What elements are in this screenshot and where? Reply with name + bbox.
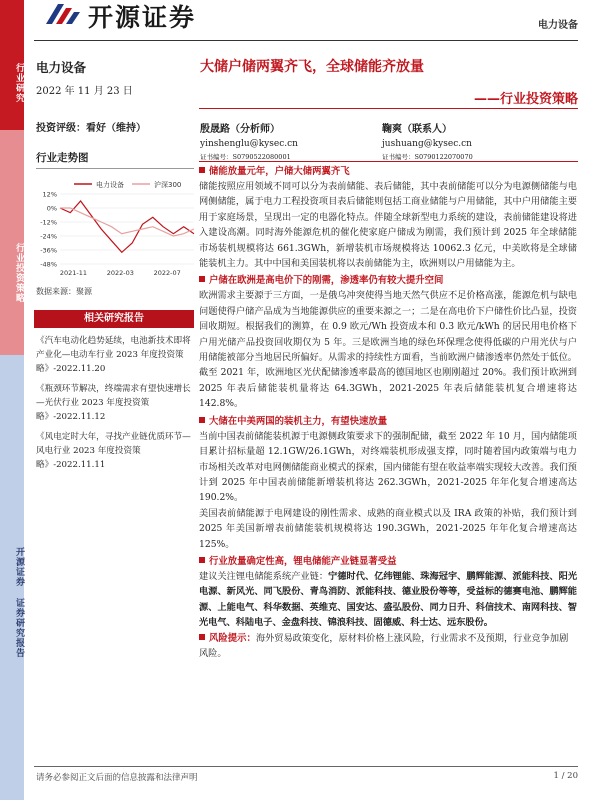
report-date: 2022 年 11 月 23 日 bbox=[36, 86, 133, 97]
section-body: 欧洲需求主要源于三方面，一是俄乌冲突使得当地天然气供应不足价格高涨，能源危机与缺电问题使得户储产品成为当地能源供应的重要来源之一；二是在高电价下户储性价比凸显，投资回收期短。根据我们的测算，在 0.9 欧元/Wh 投资成本和 0.3 欧元/kWh 的居民用电价格下户用光储产品投资回收期仅为 5 年。三是欧洲当地的绿色环保理念使得低碳的户用光伏与户用储能被部分当地居民所偏好。从需求的持续性方面看，当前欧洲户储渗透率仍然处于低位。截至 2021 年，欧洲地区光伏配储渗透率最高的德国地区也刚刚超过 20%。我们预计欧洲到 2025 年表后储能装机量将达 64.3GWh，2021-2025 年表后储能装机复合增速将达 142.8%。 bbox=[199, 290, 577, 410]
related-title-bar: 相关研究报告 bbox=[34, 310, 194, 328]
section-intro: 建议关注锂电储能系统产业链： bbox=[199, 570, 329, 582]
data-source: 数据来源：聚源 bbox=[36, 287, 92, 296]
industry-label: 电力设备 bbox=[36, 60, 87, 75]
section-body bbox=[199, 569, 577, 631]
series-line-1 bbox=[60, 201, 194, 252]
author-2-cert: 证书编号：S0790122070070 bbox=[382, 153, 473, 161]
author-rule bbox=[199, 161, 578, 162]
y-tick-label: -12% bbox=[40, 218, 57, 227]
left-sidebar bbox=[0, 0, 24, 800]
logo-mark-icon bbox=[44, 2, 84, 26]
author-2-email[interactable]: jushuang@kysec.cn bbox=[382, 139, 472, 149]
risk-text: 海外贸易政策变化，原材料价格上涨风险，行业需求不及预期，行业竞争加剧风险。 bbox=[199, 632, 569, 659]
header-rule bbox=[34, 40, 578, 41]
x-tick-label: 2022-07 bbox=[153, 269, 181, 277]
section-heading-text: 大储在中美两国的装机主力，有望快速放量 bbox=[209, 415, 388, 427]
author-2-name: 鞠爽（联系人） bbox=[382, 124, 452, 135]
y-tick-label: 12% bbox=[42, 190, 57, 199]
author-1-name: 殷晟路（分析师） bbox=[200, 124, 280, 135]
related-item[interactable]: 《汽车电动化趋势延续，电池新技术即将产业化—电动车行业 2023 年度投资策略》-2022.11.20 bbox=[36, 336, 191, 374]
author-1-email[interactable]: yinshenglu@kysec.cn bbox=[200, 139, 298, 149]
bullet-square-icon bbox=[199, 417, 205, 423]
risk-label: 风险提示： bbox=[209, 632, 256, 644]
sidebar-kysec-label: 开源证券 bbox=[14, 547, 24, 588]
main-content bbox=[199, 164, 577, 661]
title-rule bbox=[199, 108, 578, 109]
author-2 bbox=[382, 120, 552, 161]
sidebar-seg-strategy: 行业投资策略 bbox=[0, 130, 24, 355]
section-heading bbox=[199, 554, 577, 569]
section-heading bbox=[199, 164, 577, 179]
y-tick-label: -48% bbox=[40, 260, 57, 269]
footer-disclaimer: 请务必参阅正文后面的信息披露和法律声明 bbox=[36, 773, 198, 783]
sidebar-seg-kysec bbox=[0, 355, 24, 800]
section-body: 当前中国表前储能装机源于电源侧政策要求下的强制配储，截至 2022 年 10 月，国内储能项目累计招标量超 12.1GW/26.1GWh，对终端装机形成强支撑，同时随着国内政策端与电力市场相关改革对电网侧储能商业模式的探索，国内储能有望在收益率端实现较大改善。我们预计到 2025 年中国表前储能新增装机将达 262.3GWh，2021-2025 年年化复合增速高达 190.2%。 bbox=[199, 430, 577, 504]
bullet-square-icon bbox=[199, 557, 205, 563]
bullet-square-icon bbox=[199, 634, 205, 640]
y-tick-label: -36% bbox=[40, 246, 57, 255]
trend-chart bbox=[34, 172, 198, 280]
y-tick-label: 0% bbox=[46, 204, 57, 213]
trend-title: 行业走势图 bbox=[36, 152, 89, 164]
author-1-cert: 证书编号：S0790522080001 bbox=[200, 153, 291, 161]
page-subtitle: ——行业投资策略 bbox=[473, 92, 578, 107]
section-heading bbox=[199, 273, 577, 288]
bullet-square-icon bbox=[199, 167, 205, 173]
legend-series-1: 电力设备 bbox=[96, 181, 124, 189]
section-heading-text: 储能放量元年，户储大储两翼齐飞 bbox=[209, 166, 350, 177]
section-heading bbox=[199, 414, 577, 429]
sidebar-report-label: 证券研究报告 bbox=[14, 597, 24, 658]
related-item[interactable]: 《风电定时大年，寻找产业链优质环节—风电行业 2023 年度投资策略》-2022.11.11 bbox=[36, 432, 191, 470]
section-heading-text: 户储在欧洲是高电价下的刚需，渗透率仍有较大提升空间 bbox=[209, 275, 444, 287]
section-body: 储能按照应用领域不同可以分为表前储能、表后储能，其中表前储能可以分为电源侧储能与电网侧储能，属于电力工程投资项目表后储能则包括工商业储能与户用储能，其中户用储能主要用于家庭场景，呈现出一定的电器化特点。伴随全球新型电力系统的建设，表前储能建设将进入建设高潮。同时海外能源危机的催化使家庭户储成为刚需，我们预计到 2025 年全球储能市场装机规模将达 661.3GWh，新增装机市场规模将达 10062.3 亿元，中美欧将是全球储能装机主力。其中中国和美国装机将以表前储能为主，欧洲则以户用储能为主。 bbox=[199, 181, 577, 270]
risk-heading bbox=[199, 633, 256, 644]
x-tick-label: 2022-03 bbox=[106, 269, 134, 277]
rating: 投资评级：看好（维持） bbox=[36, 123, 146, 134]
section-body-2: 美国表前储能源于电网建设的刚性需求、成熟的商业模式以及 IRA 政策的补贴，我们预计到 2025 年美国新增表前储能装机规模将达 190.3GWh，2021-2025 年年化复合增速高达 125%。 bbox=[199, 507, 577, 550]
section-heading-text: 行业放量确定性高，锂电储能产业链显著受益 bbox=[209, 555, 397, 567]
page-number: 1 / 20 bbox=[553, 771, 578, 781]
logo bbox=[44, 2, 244, 32]
stock-list: 宁德时代、亿纬锂能、珠海冠宇、鹏辉能源、派能科技、阳光电源、新风光、同飞股份、青鸟消防、派能科技、德业股份等等，受益标的德赛电池、鹏辉能源、上能电气、科华数据、英维克、国安达、盛弘股份、同力日升、科信技术、南网科技、智光电气、科陆电子、金盘科技、锦浪科技、固德威、科士达、远东股份。 bbox=[199, 570, 578, 629]
trend-rule bbox=[36, 168, 194, 169]
x-tick-label: 2021-11 bbox=[59, 269, 87, 277]
sidebar-seg-industry-research: 行业研究 bbox=[0, 0, 24, 130]
related-list bbox=[36, 334, 194, 472]
brand-name: 开源证券 bbox=[88, 3, 197, 32]
author-1 bbox=[200, 120, 370, 161]
bullet-square-icon bbox=[199, 276, 205, 282]
y-tick-label: -24% bbox=[40, 232, 57, 241]
page-title: 大储户储两翼齐飞，全球储能齐放量 bbox=[200, 59, 424, 75]
related-item[interactable]: 《瓶颈环节解决，终端需求有望快速增长—光伏行业 2023 年度投资策略》-2022.11.12 bbox=[36, 384, 191, 422]
legend-series-2: 沪深300 bbox=[154, 181, 182, 189]
footer-rule bbox=[34, 766, 578, 767]
header-tag: 电力设备 bbox=[538, 20, 578, 31]
